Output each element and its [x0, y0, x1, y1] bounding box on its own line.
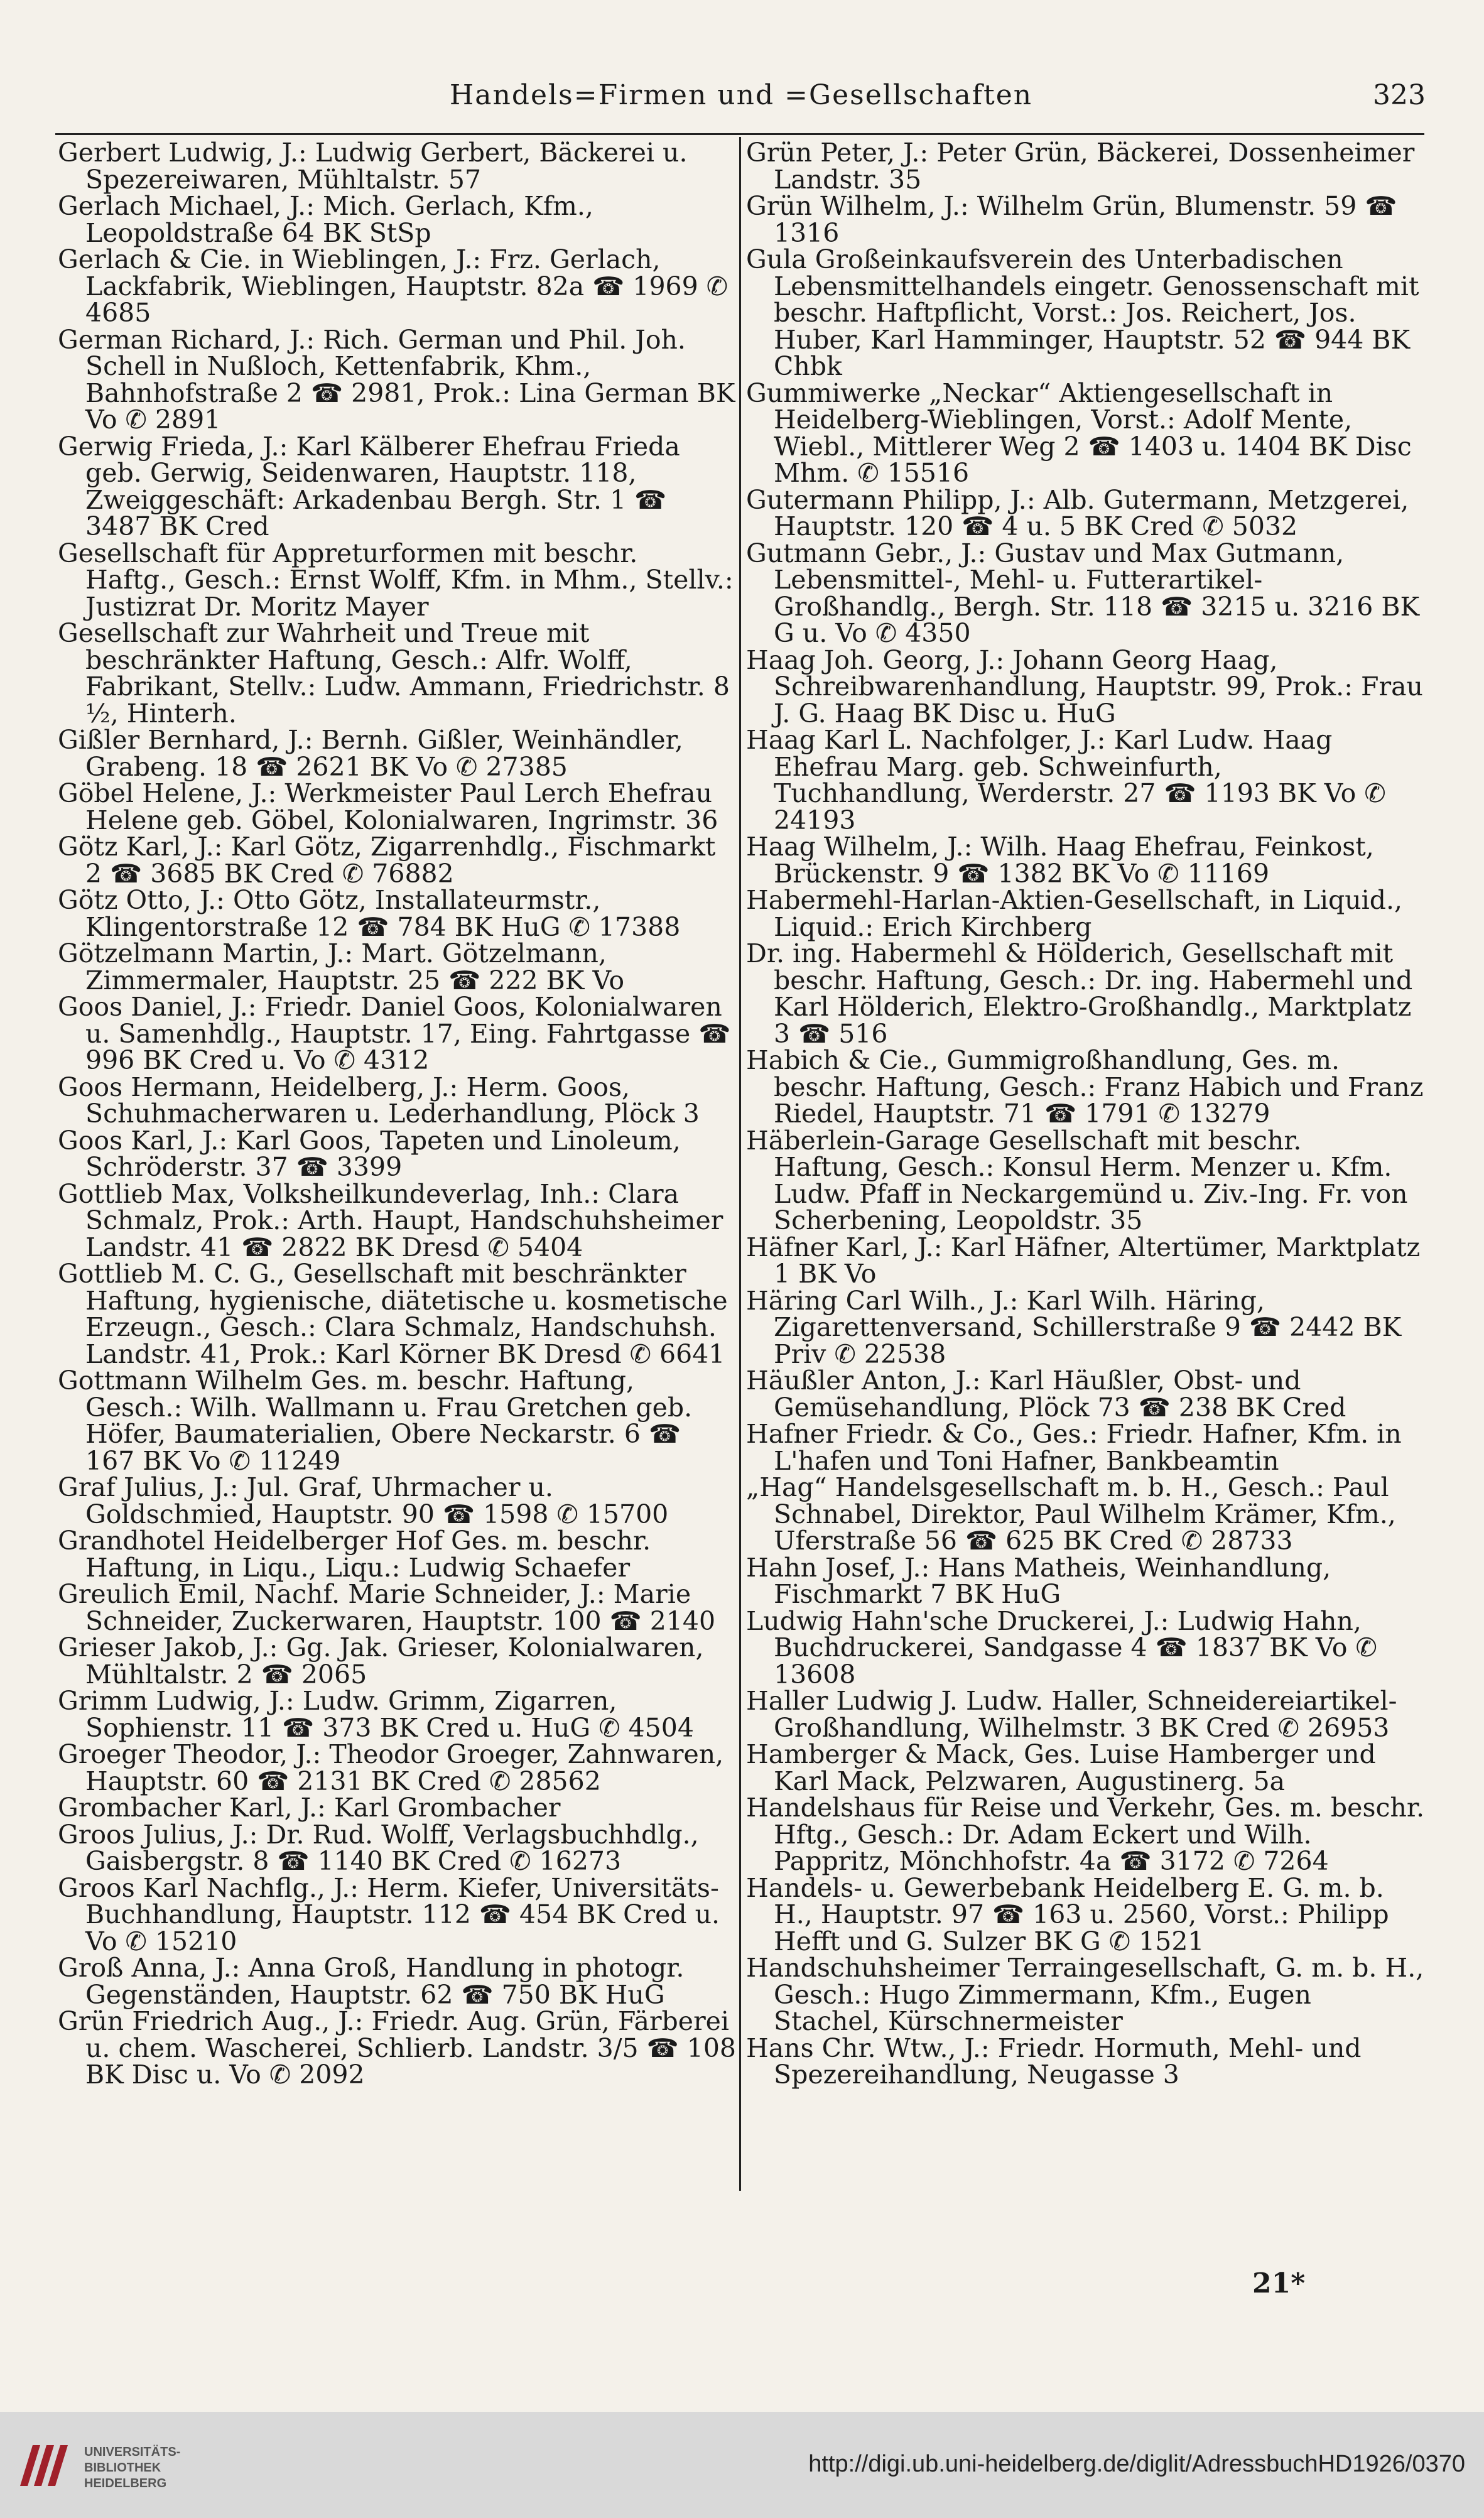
directory-entry: Hans Chr. Wtw., J.: Friedr. Hormuth, Mehl- und Spezereihandlung, Neugasse 3	[746, 2032, 1362, 2090]
directory-entry: Groeger Theodor, J.: Theodor Groeger, Zahnwaren, Hauptstr. 60 ☎ 2131 BK Cred ✆ 28562	[58, 1739, 724, 1796]
directory-entry: Häberlein-Garage Gesellschaft mit beschr. Haftung, Gesch.: Konsul Herm. Menzer u. Kfm. Ludw. Pfaff in Neckargemünd u. Ziv.-Ing. Fr. von Scherbening, Leopoldstr. 35	[746, 1125, 1408, 1235]
directory-entry: Haller Ludwig J. Ludw. Haller, Schneidereiartikel-Großhandlung, Wilhelmstr. 3 BK Cred ✆ 26953	[746, 1686, 1397, 1743]
directory-entry: Haag Karl L. Nachfolger, J.: Karl Ludw. Haag Ehefrau Marg. geb. Schweinfurth, Tuchhandlung, Werderstr. 27 ☎ 1193 BK Vo ✆ 24193	[746, 725, 1386, 835]
library-name	[84, 2445, 180, 2492]
directory-entry: Grün Wilhelm, J.: Wilhelm Grün, Blumenstr. 59 ☎ 1316	[746, 191, 1397, 248]
page-header	[57, 74, 1426, 118]
directory-entry: Götz Otto, J.: Otto Götz, Installateurmstr., Klingentorstraße 12 ☎ 784 BK HuG ✆ 17388	[58, 885, 681, 942]
directory-entry: Haag Joh. Georg, J.: Johann Georg Haag, Schreibwarenhandlung, Hauptstr. 99, Prok.: Frau J. G. Haag BK Disc u. HuG	[746, 644, 1423, 729]
sheet-signature: 21*	[1252, 2267, 1306, 2299]
column-divider	[739, 137, 741, 2191]
directory-entry: German Richard, J.: Rich. German und Phil. Joh. Schell in Nußloch, Kettenfabrik, Khm., Bahnhofstraße 2 ☎ 2981, Prok.: Lina German BK Vo ✆ 2891	[58, 324, 735, 435]
directory-entry: Gesellschaft für Appreturformen mit beschr. Haftg., Gesch.: Ernst Wolff, Kfm. in Mhm., Stellv.: Justizrat Dr. Moritz Mayer	[58, 538, 734, 622]
footer-bar	[0, 2412, 1484, 2518]
directory-entry: Habich & Cie., Gummigroßhandlung, Ges. m. beschr. Haftung, Gesch.: Franz Habich und Franz Riedel, Hauptstr. 71 ☎ 1791 ✆ 13279	[746, 1045, 1424, 1129]
directory-entry: Grandhotel Heidelberger Hof Ges. m. beschr. Haftung, in Liqu., Liqu.: Ludwig Schaefer	[58, 1526, 651, 1583]
directory-entry: Gerbert Ludwig, J.: Ludwig Gerbert, Bäckerei u. Spezereiwaren, Mühltalstr. 57	[58, 138, 688, 195]
directory-entry: Goos Daniel, J.: Friedr. Daniel Goos, Kolonialwaren u. Samenhdlg., Hauptstr. 17, Eing. Fahrtgasse ☎ 996 BK Cred u. Vo ✆ 4312	[58, 992, 731, 1075]
source-url-link[interactable]: http://digi.ub.uni-heidelberg.de/diglit/AdressbuchHD1926/0370	[808, 2451, 1465, 2477]
directory-entry: Gula Großeinkaufsverein des Unterbadischen Lebensmittelhandels eingetr. Genossenschaft mit beschr. Haftpflicht, Vorst.: Jos. Reichert, Jos. Huber, Karl Hamminger, Hauptstr. 52 ☎ 944 BK Chbk	[746, 244, 1419, 381]
directory-entry: Götz Karl, J.: Karl Götz, Zigarrenhdlg., Fischmarkt 2 ☎ 3685 BK Cred ✆ 76882	[58, 832, 716, 889]
directory-entry: Grün Friedrich Aug., J.: Friedr. Aug. Grün, Färberei u. chem. Wascherei, Schlierb. Landstr. 3/5 ☎ 108 BK Disc u. Vo ✆ 2092	[58, 2006, 737, 2090]
directory-entry: Ludwig Hahn'sche Druckerei, J.: Ludwig Hahn, Buchdruckerei, Sandgasse 4 ☎ 1837 BK Vo ✆ 13608	[746, 1605, 1377, 1690]
directory-entry: Gerlach & Cie. in Wieblingen, J.: Frz. Gerlach, Lackfabrik, Wieblingen, Hauptstr. 82a ☎ 1969 ✆ 4685	[58, 244, 728, 328]
directory-entry: Groos Karl Nachflg., J.: Herm. Kiefer, Universitäts-Buchhandlung, Hauptstr. 112 ☎ 454 BK Cred u. Vo ✆ 15210	[58, 1872, 720, 1956]
directory-entry: Götzelmann Martin, J.: Mart. Götzelmann, Zimmermaler, Hauptstr. 25 ☎ 222 BK Vo	[58, 938, 624, 996]
directory-entry: Grimm Ludwig, J.: Ludw. Grimm, Zigarren, Sophienstr. 11 ☎ 373 BK Cred u. HuG ✆ 4504	[58, 1686, 694, 1743]
directory-entry: Gißler Bernhard, J.: Bernh. Gißler, Weinhändler, Grabeng. 18 ☎ 2621 BK Vo ✆ 27385	[58, 725, 683, 782]
directory-entry: Gutermann Philipp, J.: Alb. Gutermann, Metzgerei, Hauptstr. 120 ☎ 4 u. 5 BK Cred ✆ 5032	[746, 484, 1409, 541]
directory-entry: Grün Peter, J.: Peter Grün, Bäckerei, Dossenheimer Landstr. 35	[746, 138, 1415, 195]
directory-entry: Greulich Emil, Nachf. Marie Schneider, J.: Marie Schneider, Zuckerwaren, Hauptstr. 100 ☎ 2140	[58, 1579, 716, 1636]
directory-entry: Gesellschaft zur Wahrheit und Treue mit beschränkter Haftung, Gesch.: Alfr. Wolff, Fabrikant, Stellv.: Ludw. Ammann, Friedrichstr. 8 ½, Hinterh.	[58, 618, 730, 729]
directory-entry: Handschuhsheimer Terraingesellschaft, G. m. b. H., Gesch.: Hugo Zimmermann, Kfm., Eugen Stachel, Kürschnermeister	[746, 1953, 1424, 2036]
directory-entry: Gummiwerke „Neckar“ Aktiengesellschaft in Heidelberg-Wieblingen, Vorst.: Adolf Mente, Wiebl., Mittlerer Weg 2 ☎ 1403 u. 1404 BK Disc Mhm. ✆ 15516	[746, 377, 1412, 488]
directory-entry: Häußler Anton, J.: Karl Häußler, Obst- und Gemüsehandlung, Plöck 73 ☎ 238 BK Cred	[746, 1365, 1346, 1423]
directory-entry: Häring Carl Wilh., J.: Karl Wilh. Häring, Zigarettenversand, Schillerstraße 9 ☎ 2442 BK Priv ✆ 22538	[746, 1285, 1402, 1369]
directory-entry: Goos Hermann, Heidelberg, J.: Herm. Goos, Schuhmacherwaren u. Lederhandlung, Plöck 3	[58, 1072, 700, 1129]
directory-entry: Groos Julius, J.: Dr. Rud. Wolff, Verlagsbuchhdlg., Gaisbergstr. 8 ☎ 1140 BK Cred ✆ 16273	[58, 1819, 699, 1876]
directory-entry: Hafner Friedr. & Co., Ges.: Friedr. Hafner, Kfm. in L'hafen und Toni Hafner, Bankbeamtin	[746, 1419, 1402, 1476]
directory-entry: Gottlieb M. C. G., Gesellschaft mit beschränkter Haftung, hygienische, diätetische u. kosmetische Erzeugn., Gesch.: Clara Schmalz, Handschuhsh. Landstr. 41, Prok.: Karl Körner BK Dresd ✆ 6641	[58, 1259, 728, 1369]
directory-entry: Grieser Jakob, J.: Gg. Jak. Grieser, Kolonialwaren, Mühltalstr. 2 ☎ 2065	[58, 1632, 704, 1690]
directory-entry: Göbel Helene, J.: Werkmeister Paul Lerch Ehefrau Helene geb. Göbel, Kolonialwaren, Ingrimstr. 36	[58, 778, 718, 835]
directory-entry: Hahn Josef, J.: Hans Matheis, Weinhandlung, Fischmarkt 7 BK HuG	[746, 1552, 1331, 1609]
directory-entry: Gottlieb Max, Volksheilkundeverlag, Inh.: Clara Schmalz, Prok.: Arth. Haupt, Handschuhsheimer Landstr. 41 ☎ 2822 BK Dresd ✆ 5404	[58, 1178, 723, 1262]
directory-entry: Groß Anna, J.: Anna Groß, Handlung in photogr. Gegenständen, Hauptstr. 62 ☎ 750 BK HuG	[58, 1953, 685, 2010]
directory-entry: Gutmann Gebr., J.: Gustav und Max Gutmann, Lebensmittel-, Mehl- u. Futterartikel-Großhandlg., Bergh. Str. 118 ☎ 3215 u. 3216 BK G u. Vo ✆ 4350	[746, 538, 1420, 648]
directory-entry: Handels- u. Gewerbebank Heidelberg E. G. m. b. H., Hauptstr. 97 ☎ 163 u. 2560, Vorst.: Philipp Hefft und G. Sulzer BK G ✆ 1521	[746, 1872, 1389, 1956]
directory-entry: Habermehl-Harlan-Aktien-Gesellschaft, in Liquid., Liquid.: Erich Kirchberg	[746, 885, 1403, 942]
directory-entry: Haag Wilhelm, J.: Wilh. Haag Ehefrau, Feinkost, Brückenstr. 9 ☎ 1382 BK Vo ✆ 11169	[746, 832, 1374, 889]
directory-entry: Handelshaus für Reise und Verkehr, Ges. m. beschr. Hftg., Gesch.: Dr. Adam Eckert und Wilh. Pappritz, Mönchhofstr. 4a ☎ 3172 ✆ 7264	[746, 1793, 1424, 1876]
directory-entry: Hamberger & Mack, Ges. Luise Hamberger und Karl Mack, Pelzwaren, Augustinerg. 5a	[746, 1739, 1376, 1796]
library-name-line-3: HEIDELBERG	[84, 2477, 167, 2490]
university-library-logo-icon	[14, 2436, 74, 2496]
directory-entry: Grombacher Karl, J.: Karl Grombacher	[58, 1793, 561, 1823]
library-name-line-2: BIBLIOTHEK	[84, 2461, 161, 2475]
directory-entry: Gerlach Michael, J.: Mich. Gerlach, Kfm., Leopoldstraße 64 BK StSp	[58, 191, 593, 248]
page-number: 323	[1373, 79, 1426, 111]
header-rule	[55, 133, 1424, 135]
directory-entry: Dr. ing. Habermehl & Hölderich, Gesellschaft mit beschr. Haftung, Gesch.: Dr. ing. Habermehl und Karl Hölderich, Elektro-Großhandlg., Marktplatz 3 ☎ 516	[746, 938, 1413, 1049]
directory-entry: Goos Karl, J.: Karl Goos, Tapeten und Linoleum, Schröderstr. 37 ☎ 3399	[58, 1125, 681, 1182]
directory-entry: „Hag“ Handelsgesellschaft m. b. H., Gesch.: Paul Schnabel, Direktor, Paul Wilhelm Krämer, Kfm., Uferstraße 56 ☎ 625 BK Cred ✆ 28733	[746, 1472, 1396, 1556]
left-column	[58, 139, 736, 2088]
page-title: Handels=Firmen und =Gesellschaften	[449, 79, 1033, 111]
directory-entry: Gerwig Frieda, J.: Karl Kälberer Ehefrau Frieda geb. Gerwig, Seidenwaren, Hauptstr. 118, Zweiggeschäft: Arkadenbau Bergh. Str. 1 ☎ 3487 BK Cred	[58, 431, 680, 541]
directory-entry: Häfner Karl, J.: Karl Häfner, Altertümer, Marktplatz 1 BK Vo	[746, 1232, 1421, 1289]
right-column	[746, 139, 1424, 2088]
directory-entry: Gottmann Wilhelm Ges. m. beschr. Haftung, Gesch.: Wilh. Wallmann u. Frau Gretchen geb. Höfer, Baumaterialien, Obere Neckarstr. 6 ☎ 167 BK Vo ✆ 11249	[58, 1365, 693, 1476]
directory-entry: Graf Julius, J.: Jul. Graf, Uhrmacher u. Goldschmied, Hauptstr. 90 ☎ 1598 ✆ 15700	[58, 1472, 669, 1529]
library-name-line-1: UNIVERSITÄTS-	[84, 2445, 181, 2459]
